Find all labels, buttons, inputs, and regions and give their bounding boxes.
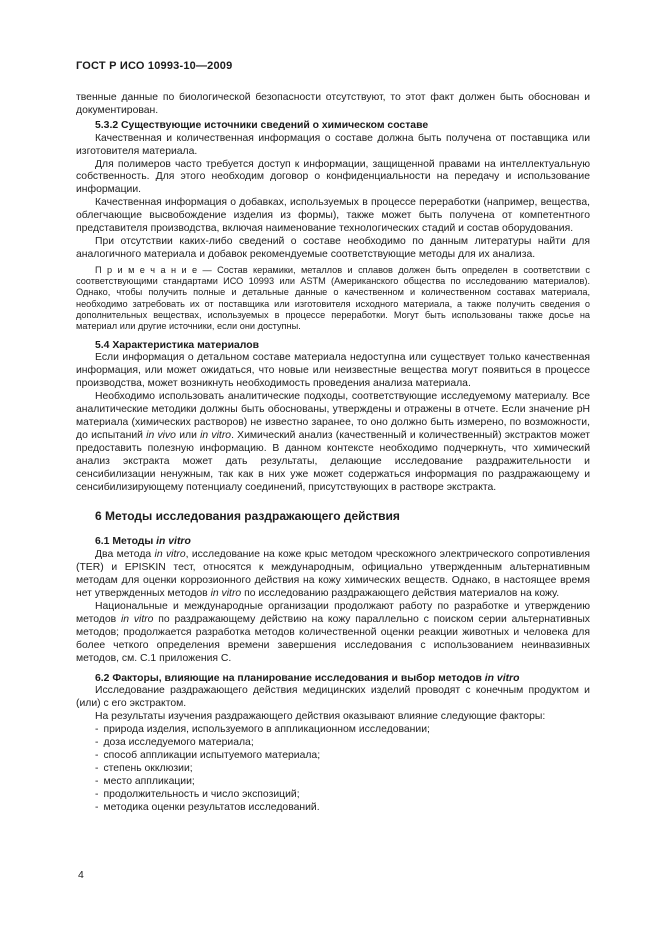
list-item: - способ аппликации испытуемого материала; [95,749,321,761]
para: Если информация о детальном составе материала недоступна или существует только качественная информация, или может ожидаться, что новые или неизвестные вещества могут появиться в процессе производства, может возникнуть необходимость проведения анализа материала. [76,352,590,390]
section-heading: 6 Методы исследования раздражающего действия [95,509,400,524]
heading: 6.1 Методы in vitro [95,536,191,548]
heading: 6.2 Факторы, влияющие на планирование исследования и выбор методов in vitro [95,672,520,684]
list-item: - природа изделия, используемого в аппликационном исследовании; [95,724,430,736]
list-dash: - [95,724,99,736]
para: Для полимеров часто требуется доступ к информации, защищенной правами на интеллектуальную собственность. Для этого необходим договор о конфиденциальности на передачу и использование информации. [76,158,590,196]
note: П р и м е ч а н и е — Состав керамики, металлов и сплавов должен быть определен в соответствии с соответствующими стандартами ИСО 10993 или ASTM (Американского общества по исследованию материалов). Однако, чтобы получить полные и детальные данные о качественном и количественном составах материала, необходимо затребовать их от поставщика или изготовителя исходного материала, а также получить сведения о дополнительных веществах, используемых в процессе переработки. Могут быть использованы также досье на материал или другие источники, если они доступны. [76,264,590,332]
list-dash: - [95,788,99,800]
list-item: - место аппликации; [95,775,195,787]
list-dash: - [95,749,99,761]
list-dash: - [95,762,99,774]
para: Исследование раздражающего действия медицинских изделий проводят с конечным продуктом и (или) с его экстрактом. [76,685,590,710]
para: Качественная и количественная информация о составе должна быть получена от поставщика или изготовителя материала. [76,132,590,157]
list-item: - методика оценки результатов исследований. [95,801,320,813]
para: При отсутствии каких-либо сведений о составе необходимо по данным литературы найти для аналогичного материала и добавок рекомендуемые соответствующие методы для их анализа. [76,235,590,260]
para: Качественная информация о добавках, используемых в процессе переработки (например, вещества, облегчающие высвобождение изделия из формы), также может быть получена от компетентного представителя производства, включая наименование технологических стадий и состав оборудования. [76,197,590,235]
document-header: ГОСТ Р ИСО 10993-10—2009 [76,60,233,72]
list-item: - продолжительность и число экспозиций; [95,788,300,800]
heading: 5.3.2 Существующие источники сведений о химическом составе [95,119,429,131]
para: На результаты изучения раздражающего действия оказывают влияние следующие факторы: [95,711,546,723]
para-continuation: твенные данные по биологической безопасности отсутствуют, то этот факт должен быть обоснован и документирован. [76,92,590,116]
list-dash: - [95,737,99,749]
list-dash: - [95,801,99,813]
para: Национальные и международные организации продолжают работу по разработке и утверждению методов in vitro по раздражающему действию на кожу параллельно с поиском серии альтернативных методов; продолжается разработка методов количественной оценки реакции животных и человека для более четкого определения времени завершения исследования с использованием неинвазивных методов, см. С.1 приложения С. [76,600,590,664]
para: Два метода in vitro, исследование на коже крыс методом чрескожного электрического сопротивления (TER) и EPISKIN тест, относятся к международным, официально утвержденным альтернативным методам для оценки коррозионного действия на кожу химических веществ. Однако, в настоящее время нет утвержденных методов in vitro по исследованию раздражающего действия материалов на кожу. [76,549,590,600]
document-body [76,92,590,814]
list-item: - доза исследуемого материала; [95,737,254,749]
list-item: - степень окклюзии; [95,762,193,774]
page-number: 4 [78,870,84,881]
list-dash: - [95,775,99,787]
para: Необходимо использовать аналитические подходы, соответствующие исследуемому материалу. Все аналитические методики должны быть обоснованы, утверждены и отражены в отчете. Если значение pH материала (химических растворов) не известно заранее, то оно должно быть измерено, по возможности, до испытаний in vivo или in vitro. Химический анализ (качественный и количественный) экстрактов может предоставить полезную информацию. В данном контексте необходимо подчеркнуть, что химический анализ экстракта может дать результаты, делающие исследование раздражительности и сенсибилизации ненужным, так как в них уже может содержаться информация по раздражающему и сенсибилизирующему потенциалу соединений, присутствующих в растворе экстракта. [76,391,591,493]
heading: 5.4 Характеристика материалов [95,339,259,351]
